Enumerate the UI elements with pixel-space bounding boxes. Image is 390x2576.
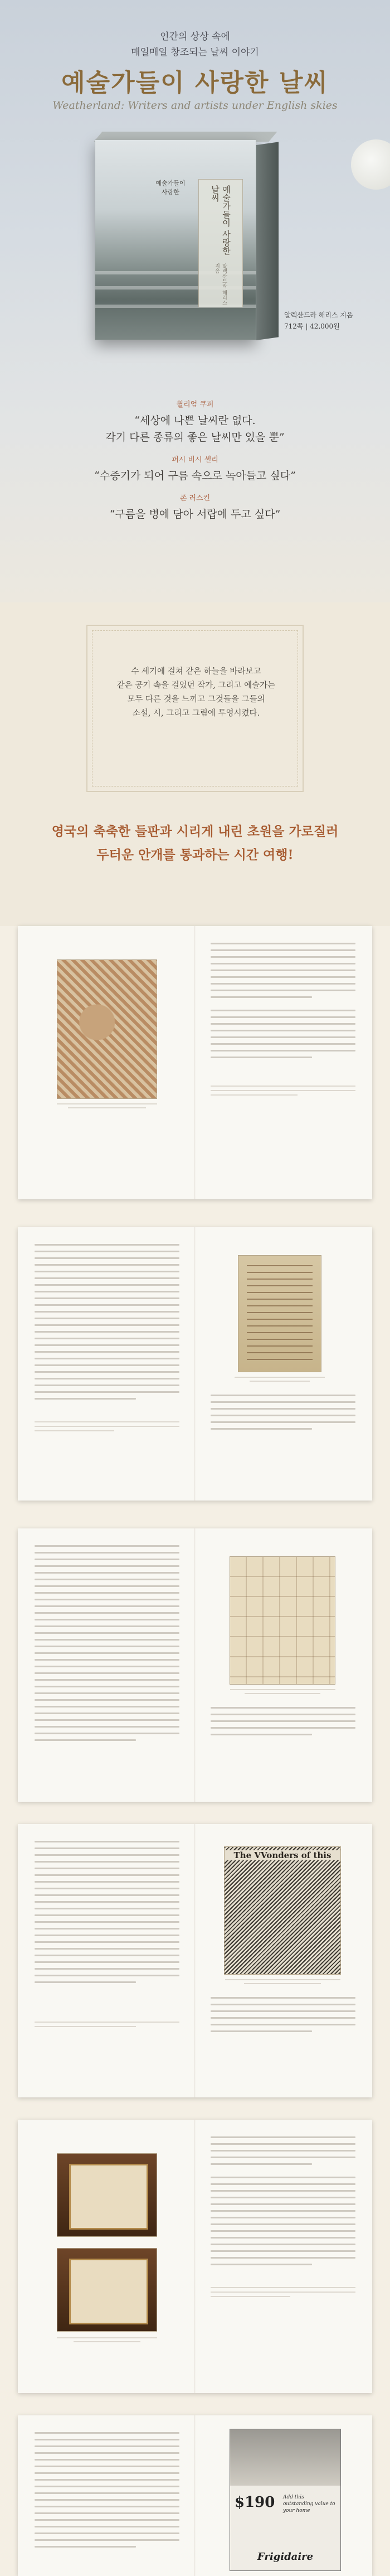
text-page: [211, 1395, 355, 1478]
book-title: 예술가들이 사랑한 날씨: [61, 69, 329, 97]
ad-tagline: Add this outstanding value to your home: [282, 2495, 335, 2514]
box-front-cover: [95, 139, 256, 340]
text-page: [35, 1545, 179, 1779]
intro-line: 모두 다른 것을 느끼고 그것들을 그들의: [127, 695, 265, 704]
book-box-set: [95, 128, 273, 340]
quote-item: [0, 398, 390, 446]
text-page: [35, 1841, 179, 2075]
hero-subtitle-line: 매일매일 창조되는 날씨 이야기: [131, 47, 259, 58]
box-side: [256, 142, 279, 340]
mosaic-image: [57, 959, 157, 1099]
refrigerator-ad-image: [230, 2429, 341, 2571]
medieval-book-image: [57, 2248, 157, 2332]
intro-line: 같은 공기 속을 걸었던 작가, 그리고 예술가는: [116, 681, 276, 690]
text-page: [211, 943, 355, 1177]
book-spine-panel: [198, 179, 243, 307]
text-page: [35, 1244, 179, 1478]
book-spread-3: [18, 1528, 372, 1802]
image-caption: [51, 2337, 163, 2342]
quote-line: “세상에 나쁜 날씨란 없다.: [134, 414, 256, 427]
book-spread-5: [18, 2120, 372, 2393]
text-page: [211, 1707, 355, 1779]
ad-brand: Frigidaire: [257, 2551, 314, 2563]
quote-author: 윌리엄 쿠퍼: [176, 401, 214, 409]
herbal-chart-image: [230, 1556, 335, 1685]
hero-subtitle-line: 인간의 상상 속에: [160, 31, 230, 42]
image-caption: [230, 1377, 330, 1382]
intro-section: [0, 602, 390, 926]
text-page: [211, 1997, 355, 2075]
image-caption: [218, 1979, 347, 1984]
book-spread-4: [18, 1824, 372, 2097]
quote-author: 퍼시 비시 셸리: [172, 456, 218, 464]
intro-text: [87, 665, 305, 721]
moon-decoration: [351, 139, 390, 190]
book-spread-6: [18, 2415, 372, 2576]
ad-price: $190: [235, 2494, 275, 2511]
english-title: Weatherland: Writers and artists under English skies: [52, 99, 338, 112]
spine-title: 예술가들이 사랑한 날씨: [210, 185, 231, 255]
author-line: 알렉산드라 해리스 지음: [284, 311, 353, 319]
book-spread-1: [18, 926, 372, 1199]
quote-author: 존 러스킨: [179, 494, 211, 503]
book-info: [284, 310, 353, 332]
quote-line: 각기 다른 종류의 좋은 날씨만 있을 뿐”: [105, 431, 285, 443]
box-cover-label: [145, 179, 196, 207]
tagline-line: 영국의 축축한 들판과 시리게 내린 초원을 가로질러: [51, 824, 339, 839]
box-label-line: 예술가들이: [155, 180, 186, 187]
woodcut-title: The VVonders of this: [225, 1850, 340, 1860]
spine-author: 알렉산드라 해리스 지음: [214, 263, 227, 305]
intro-line: 소설, 시, 그리고 그림에 투영시켰다.: [132, 709, 260, 718]
quotes-block: [0, 390, 390, 523]
image-caption: [224, 1689, 341, 1694]
quote-item: [0, 454, 390, 484]
tagline: [0, 820, 390, 867]
manuscript-image: [238, 1255, 321, 1372]
medieval-book-image: [57, 2153, 157, 2237]
quote-text: [0, 412, 390, 446]
tagline-line: 두터운 안개를 통과하는 시간 여행!: [96, 847, 294, 862]
intro-line: 수 세기에 걸쳐 같은 하늘을 바라보고: [131, 667, 261, 676]
image-caption: [51, 1103, 163, 1108]
quote-text: “수증기가 되어 구름 속으로 녹아들고 싶다”: [94, 470, 296, 482]
woodcut-image: [224, 1846, 341, 1975]
hero-section: [0, 0, 390, 602]
book-spread-2: [18, 1227, 372, 1501]
hero-subtitle: [0, 29, 390, 60]
quote-item: [0, 492, 390, 523]
box-label-line: 사랑한: [162, 189, 179, 196]
text-page: [211, 2136, 355, 2371]
text-page: [35, 2432, 179, 2572]
ad-photo: [230, 2429, 340, 2486]
quote-text: “구름을 병에 담아 서랍에 두고 싶다”: [109, 508, 281, 520]
intro-frame: [86, 625, 304, 792]
price-line: 712쪽 | 42,000원: [284, 322, 340, 330]
